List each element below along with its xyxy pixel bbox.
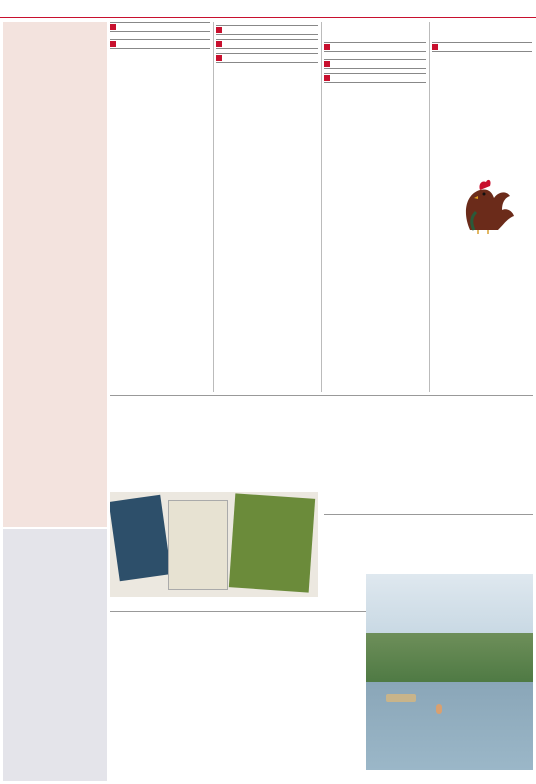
- book-cover: [110, 495, 171, 581]
- book-cover: [168, 500, 228, 590]
- swimmer-shape: [436, 704, 442, 714]
- zewin-text-1: [110, 643, 210, 781]
- column-3: [324, 55, 426, 393]
- books-photo: [110, 492, 318, 597]
- section-header-schleife: [432, 42, 532, 52]
- column-divider: [213, 22, 214, 392]
- section-header-cottbus: [110, 22, 210, 32]
- section-header-sielow: [110, 39, 210, 49]
- impressum-box: [3, 529, 107, 781]
- zewin-text-3: [324, 643, 362, 765]
- namsa-text-2: [432, 531, 532, 571]
- cytanje-text-2: [216, 413, 318, 489]
- blido-text-1: [324, 413, 426, 513]
- cytanje-text-1: [110, 413, 210, 489]
- rooster-icon: [432, 172, 533, 236]
- pin-icon: [216, 27, 222, 33]
- pin-icon: [110, 24, 116, 30]
- column-divider: [321, 22, 322, 392]
- pin-icon: [110, 41, 116, 47]
- section-divider: [324, 514, 533, 515]
- pin-icon: [324, 44, 330, 50]
- blido-text-2: [432, 413, 532, 513]
- pin-icon: [216, 41, 222, 47]
- column-divider: [429, 22, 430, 392]
- radio-sidebar: [3, 22, 107, 527]
- namsa-text-1: [324, 531, 426, 571]
- book-cover: [229, 493, 315, 592]
- section-header-jaenschwalde: [216, 53, 318, 63]
- section-header-drachhausen: [216, 39, 318, 49]
- page-header: [0, 0, 536, 18]
- column-2: [216, 22, 318, 393]
- section-header-drehnow: [324, 59, 426, 69]
- section-divider: [110, 395, 533, 396]
- pin-icon: [324, 61, 330, 67]
- section-header-raddusch: [324, 42, 426, 52]
- section-header-neuendorf: [216, 25, 318, 35]
- lake-photo: [366, 574, 533, 770]
- pin-icon: [324, 75, 330, 81]
- section-header-proschim: [324, 73, 426, 83]
- column-1: [110, 35, 210, 393]
- pin-icon: [432, 44, 438, 50]
- beach-shape: [386, 694, 416, 702]
- pin-icon: [216, 55, 222, 61]
- rooster-photo: [432, 172, 533, 236]
- zewin-text-2: [216, 643, 318, 781]
- column-4: [432, 55, 532, 150]
